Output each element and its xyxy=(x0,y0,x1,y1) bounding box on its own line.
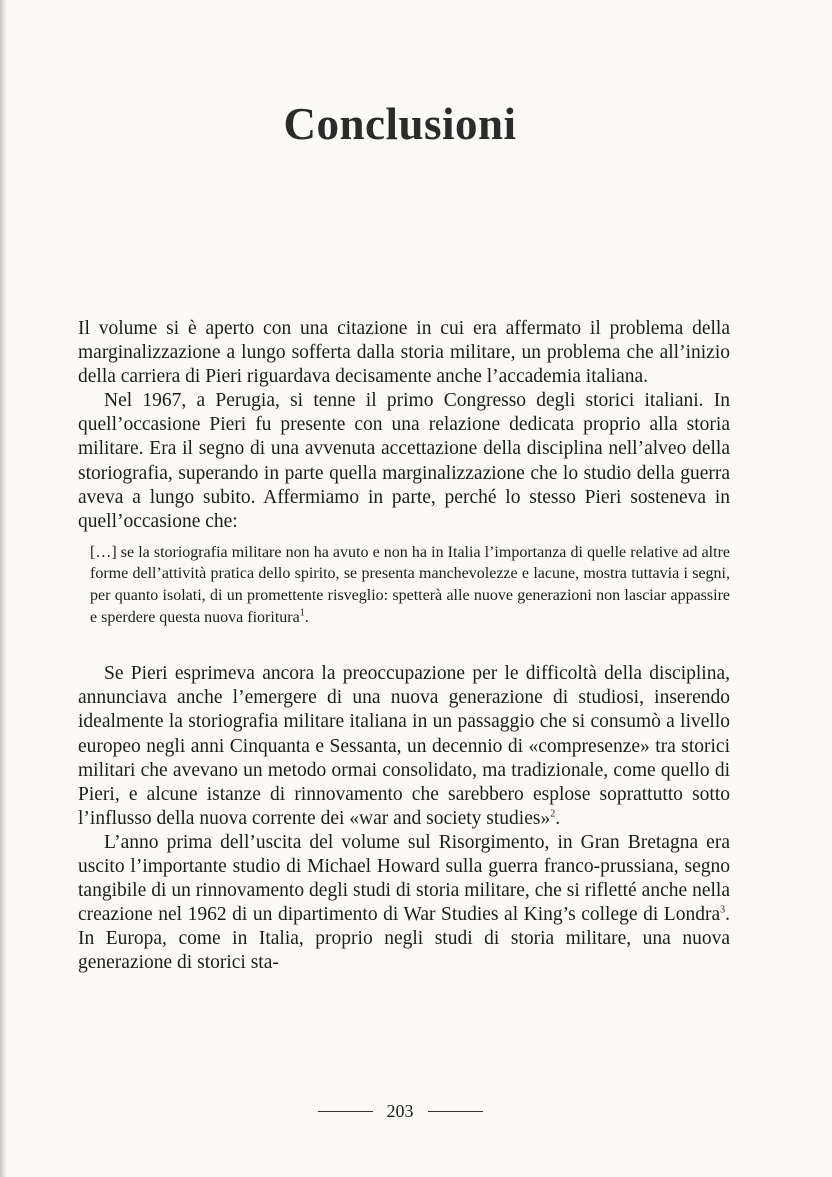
paragraph-4-text: L’anno prima dell’uscita del volume sul Risorgimento, in Gran Bretagna era uscito l’importante studio di Michael Howard sulla guerra franco-prussiana, segno tangibile di un rinnovamento degli studi di storia militare, che si rifletté anche nella creazione nel 1962 di un dipartimento di War Studies al King’s college di Londra xyxy=(78,831,730,926)
page-number: 203 xyxy=(386,1101,414,1121)
paragraph-4 xyxy=(78,831,730,976)
section-gap xyxy=(78,628,730,662)
body-text xyxy=(78,317,730,975)
paragraph-4-text-cont: . In Europa, come in Italia, proprio negli studi di storia militare, una nuova generazione di storici sta- xyxy=(78,904,730,974)
page-binding-edge xyxy=(0,0,7,1177)
chapter-title: Conclusioni xyxy=(283,99,517,149)
footnote-ref-2[interactable]: 2 xyxy=(550,808,556,820)
block-quote-end: . xyxy=(304,608,309,626)
block-quote xyxy=(90,542,730,628)
footnote-ref-1[interactable]: 1 xyxy=(299,607,305,619)
paragraph-3-text: Se Pieri esprimeva ancora la preoccupazione per le difficoltà della disciplina, annunciava anche l’emergere di una nuova generazione di studiosi, inserendo idealmente la storiografia militare italiana in un passaggio che si consumò a livello europeo negli anni Cinquanta e Sessanta, un decennio di «compresenze» tra storici militari che avevano un metodo ormai consolidato, ma tradizionale, come quello di Pieri, e alcune istanze di rinnovamento che sarebbero esplose soprattutto sotto l’influsso della nuova corrente dei «war and society studies» xyxy=(78,663,730,829)
paragraph-1 xyxy=(78,317,730,389)
page-footer xyxy=(0,1101,800,1122)
paragraph-3-end: . xyxy=(555,807,561,829)
footer-rule-left xyxy=(318,1111,373,1112)
footnote-ref-3[interactable]: 3 xyxy=(720,904,726,916)
block-quote-text: […] se la storiografia militare non ha avuto e non ha in Italia l’importanza di quelle relative ad altre forme dell’attività pratica dello spirito, se presenta manchevolezze e lacune, mostra tuttavia i segni, per quanto isolati, di un promettente risveglio: spetterà alle nuove generazioni non lasciar appassire e sperdere questa nuova fioritura xyxy=(90,543,730,626)
paragraph-3 xyxy=(78,662,730,831)
paragraph-2-text: Nel 1967, a Perugia, si tenne il primo Congresso degli storici italiani. In quell’occasione Pieri fu presente con una relazione dedicata proprio alla storia militare. Era il segno di una avvenuta accettazione della disciplina nell’alveo della storiografia, superando in parte quella marginalizzazione che lo studio della guerra aveva a lungo subito. Affermiamo in parte, perché lo stesso Pieri sosteneva in quell’occasione che: xyxy=(78,390,730,532)
paragraph-1-text: Il volume si è aperto con una citazione in cui era affermato il problema della marginalizzazione a lungo sofferta dalla storia militare, un problema che all’inizio della carriera di Pieri riguardava decisamente anche l’accademia italiana. xyxy=(78,318,730,388)
footer-rule-right xyxy=(428,1111,483,1112)
paragraph-2 xyxy=(78,389,730,534)
